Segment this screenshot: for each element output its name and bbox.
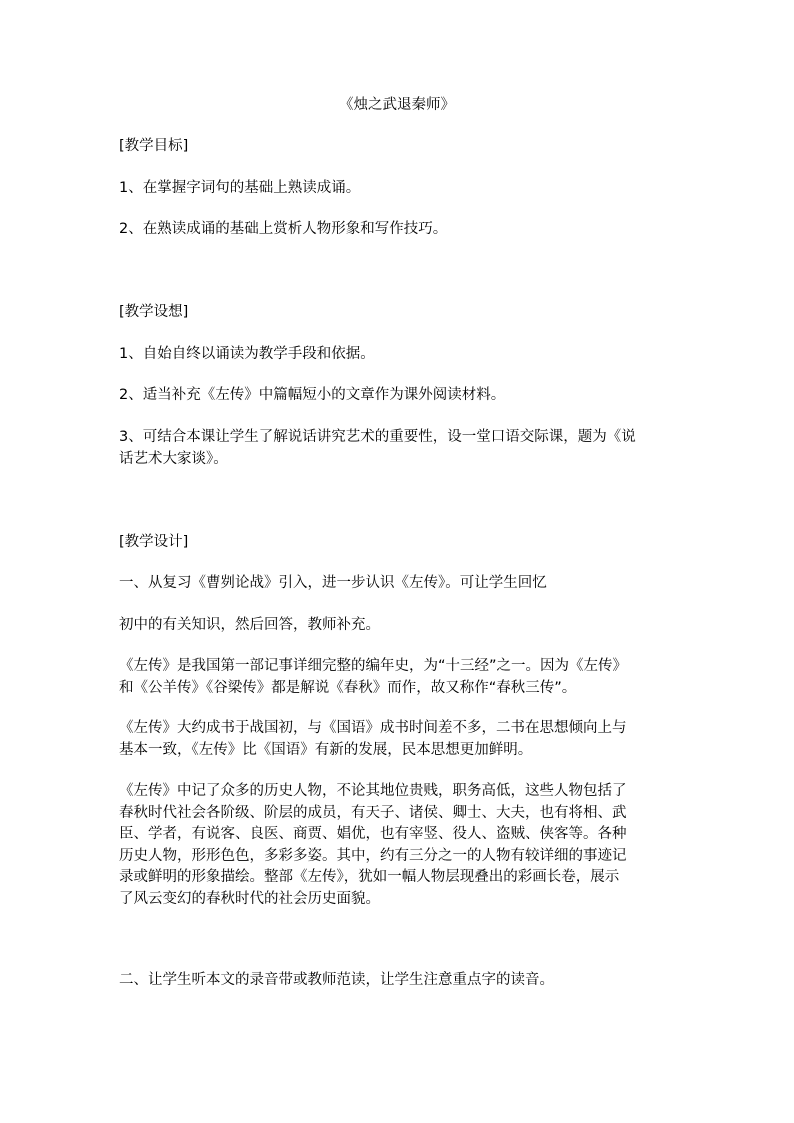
design-step-1-line-1: 一、从复习《曹刿论战》引入，进一步认识《左传》。可让学生回忆	[119, 575, 547, 591]
idea-item-2: 2、适当补充《左传》中篇幅短小的文章作为课外阅读材料。	[119, 387, 506, 403]
paragraph-line: 和《公羊传》《谷梁传》都是解说《春秋》而作，故又称作“春秋三传”。	[119, 679, 577, 696]
paragraph-line: 基本一致，《左传》比《国语》有新的发展，民本思想更加鲜明。	[119, 741, 533, 758]
document-title: 《烛之武退秦师》	[339, 97, 455, 113]
design-step-1-line-2: 初中的有关知识，然后回答，教师补充。	[119, 617, 380, 633]
design-paragraph-1	[119, 656, 684, 699]
paragraph-line: 春秋时代社会各阶级、阶层的成员，有天子、诸侯、卿士、大夫，也有将相、武	[119, 804, 627, 821]
design-step-2: 二、让学生听本文的录音带或教师范读，让学生注意重点字的读音。	[119, 972, 554, 988]
design-paragraph-3	[119, 781, 684, 910]
paragraph-line: 《左传》是我国第一部记事详细完整的编年史，为“十三经”之一。因为《左传》	[119, 658, 628, 674]
design-heading: [教学设计]	[119, 534, 189, 550]
goal-item-2: 2、在熟读成诵的基础上赏析人物形象和写作技巧。	[119, 221, 448, 237]
paragraph-line: 了风云变幻的春秋时代的社会历史面貌。	[119, 890, 380, 907]
goals-heading: [教学目标]	[119, 138, 189, 154]
idea-item-3-line: 3、可结合本课让学生了解说话讲究艺术的重要性，设一堂口语交际课，题为《说	[119, 429, 636, 445]
idea-item-3	[119, 427, 684, 470]
goal-item-1: 1、在掌握字词句的基础上熟读成诵。	[119, 180, 361, 196]
idea-item-3-line: 话艺术大家谈》。	[119, 450, 228, 467]
paragraph-line: 《左传》大约成书于战国初，与《国语》成书时间差不多，二书在思想倾向上与	[119, 720, 627, 736]
paragraph-line: 录或鲜明的形象描绘。整部《左传》，犹如一幅人物层现叠出的彩画长卷，展示	[119, 869, 620, 885]
design-paragraph-2	[119, 718, 684, 761]
paragraph-line: 《左传》中记了众多的历史人物，不论其地位贵贱，职务高低，这些人物包括了	[119, 783, 627, 799]
idea-item-1: 1、自始自终以诵读为教学手段和依据。	[119, 346, 375, 362]
paragraph-line: 臣、学者，有说客、良医、商贾、娼优，也有宰竖、役人、盗贼、侠客等。各种	[119, 826, 627, 842]
paragraph-line: 历史人物，形形色色，多彩多姿。其中，约有三分之一的人物有较详细的事迹记	[119, 847, 627, 864]
ideas-heading: [教学设想]	[119, 304, 189, 320]
